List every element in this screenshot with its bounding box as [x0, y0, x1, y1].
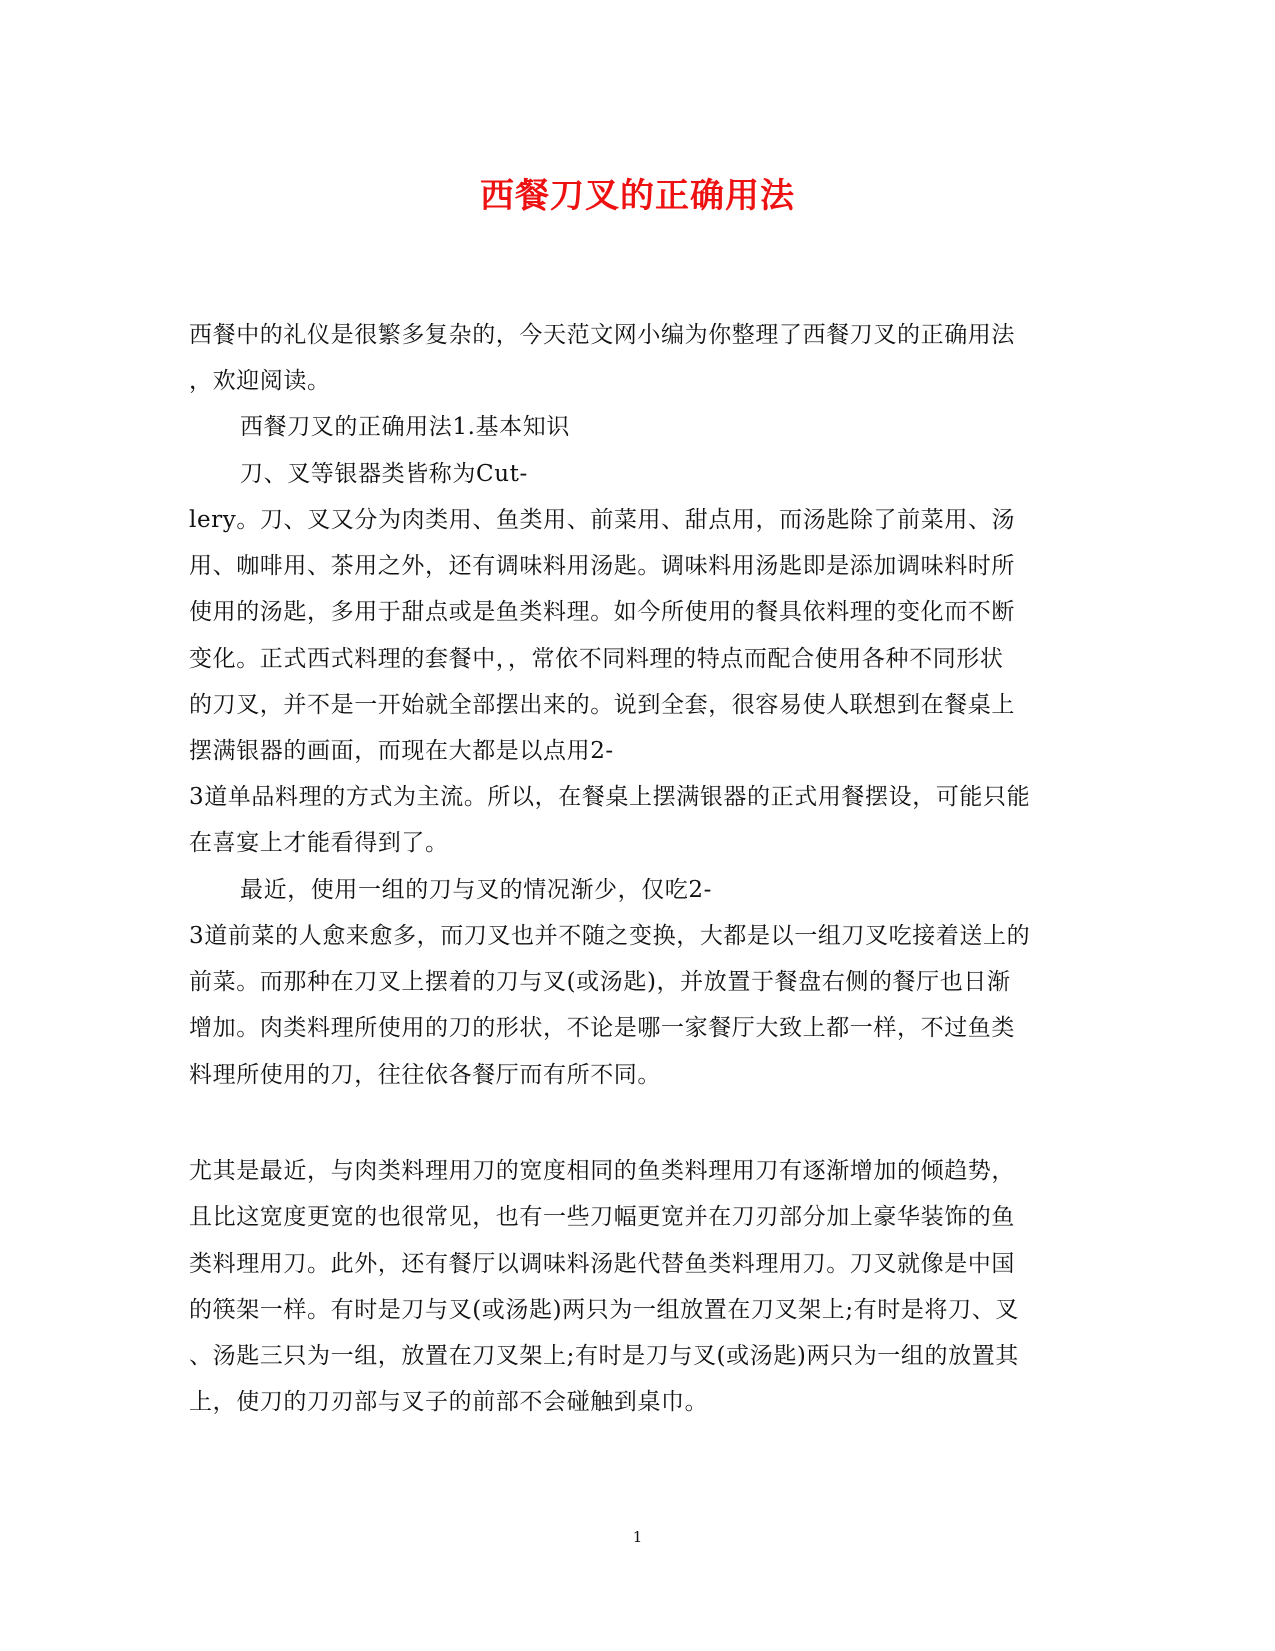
document-title: 西餐刀叉的正确用法: [480, 176, 795, 216]
section-heading: 西餐刀叉的正确用法1.基本知识: [240, 414, 570, 440]
text-line: 在喜宴上才能看得到了。: [189, 830, 449, 856]
text-line: lery。刀、叉又分为肉类用、鱼类用、前菜用、甜点用，而汤匙除了前菜用、汤: [189, 507, 1016, 533]
text-line: 、汤匙三只为一组，放置在刀叉架上;有时是刀与叉(或汤匙)两只为一组的放置其: [189, 1343, 1019, 1369]
text-line: 变化。正式西式料理的套餐中，，常依不同料理的特点而配合使用各种不同形状: [189, 646, 1004, 672]
text-line: 且比这宽度更宽的也很常见，也有一些刀幅更宽并在刀刃部分加上豪华装饰的鱼: [189, 1204, 1015, 1230]
text-line: 料理所使用的刀，往往依各餐厅而有所不同。: [189, 1062, 661, 1088]
text-line: 用、咖啡用、茶用之外，还有调味料用汤匙。调味料用汤匙即是添加调味料时所: [189, 553, 1015, 579]
text-line: 前菜。而那种在刀叉上摆着的刀与叉(或汤匙)，并放置于餐盘右侧的餐厅也日渐: [189, 969, 1011, 995]
text-line: 的刀叉，并不是一开始就全部摆出来的。说到全套，很容易使人联想到在餐桌上: [189, 692, 1015, 718]
text-line: 使用的汤匙，多用于甜点或是鱼类料理。如今所使用的餐具依料理的变化而不断: [189, 599, 1015, 625]
text-line: 类料理用刀。此外，还有餐厅以调味料汤匙代替鱼类料理用刀。刀叉就像是中国: [189, 1251, 1015, 1277]
text-line: 西餐中的礼仪是很繁多复杂的，今天范文网小编为你整理了西餐刀叉的正确用法: [189, 322, 1015, 348]
page-number: 1: [632, 1528, 643, 1546]
text-line: 尤其是最近，与肉类料理用刀的宽度相同的鱼类料理用刀有逐渐增加的倾趋势，: [189, 1158, 1015, 1184]
text-line: 的筷架一样。有时是刀与叉(或汤匙)两只为一组放置在刀叉架上;有时是将刀、叉: [189, 1297, 1019, 1323]
text-line: 上，使刀的刀刃部与叉子的前部不会碰触到桌巾。: [189, 1389, 709, 1415]
text-line: 增加。肉类料理所使用的刀的形状，不论是哪一家餐厅大致上都一样，不过鱼类: [189, 1015, 1015, 1041]
text-line: ，欢迎阅读。: [189, 368, 331, 394]
text-line: 3道单品料理的方式为主流。所以，在餐桌上摆满银器的正式用餐摆设，可能只能: [189, 784, 1031, 810]
text-line: 最近，使用一组的刀与叉的情况渐少，仅吃2-: [240, 877, 713, 903]
text-line: 3道前菜的人愈来愈多，而刀叉也并不随之变换，大都是以一组刀叉吃接着送上的: [189, 923, 1031, 949]
text-line: 摆满银器的画面，而现在大都是以点用2-: [189, 738, 614, 764]
text-line: 刀、叉等银器类皆称为Cut-: [240, 461, 528, 487]
